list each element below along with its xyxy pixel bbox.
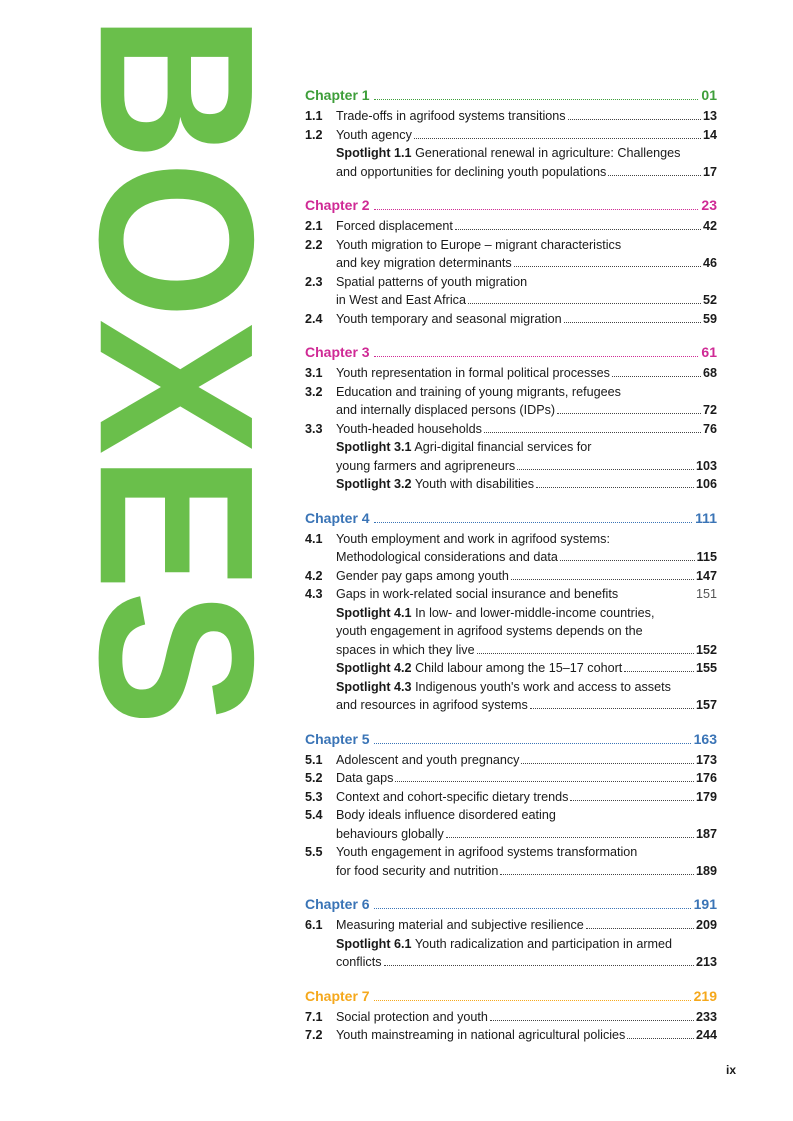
spotlight-title-line: and opportunities for declining youth populations <box>336 164 607 179</box>
box-page: 115 <box>696 550 717 564</box>
leader-dots <box>612 376 701 377</box>
spotlight-page: 152 <box>695 642 717 657</box>
boxes-title-graphic <box>20 12 300 953</box>
chapter-page: 191 <box>693 896 717 912</box>
box-page: 14 <box>702 127 717 142</box>
chapter-4-section <box>305 510 717 715</box>
chapter-5-section <box>305 731 717 881</box>
spotlight-label: Spotlight 1.1 <box>336 146 412 160</box>
leader-dots <box>608 175 701 176</box>
chapter-label: Chapter 2 <box>305 197 370 213</box>
chapter-1-section <box>305 87 717 181</box>
spotlight-entry-3-1[interactable] <box>305 438 717 475</box>
box-entry-2-2[interactable] <box>305 236 717 273</box>
leader-dots <box>374 743 691 744</box>
leader-dots <box>511 579 694 580</box>
box-page: 176 <box>695 771 717 785</box>
spotlight-title-line: In low- and lower-middle-income countries, <box>415 605 655 620</box>
leader-dots <box>624 671 694 672</box>
box-title-line: and key migration determinants <box>336 256 512 270</box>
box-title-line: Youth employment and work in agrifood systems: <box>336 531 610 546</box>
box-entry-5-5[interactable] <box>305 843 717 880</box>
box-title-line: Youth engagement in agrifood systems transformation <box>336 845 638 859</box>
chapter-page: 163 <box>693 730 717 747</box>
leader-dots <box>374 1000 691 1001</box>
chapter-page: 61 <box>701 344 717 360</box>
spotlight-label: Spotlight 4.2 <box>336 661 412 675</box>
leader-dots <box>521 763 694 764</box>
box-page: 179 <box>695 789 717 804</box>
chapter-label: Chapter 4 <box>305 509 370 526</box>
box-title-line: for food security and nutrition <box>336 863 499 878</box>
box-number: 2.3 <box>305 274 323 289</box>
chapter-5-heading[interactable] <box>305 731 717 751</box>
box-number: 7.1 <box>305 1009 323 1024</box>
chapter-page: 23 <box>701 197 717 213</box>
spotlight-entry-4-1[interactable] <box>305 604 717 660</box>
page-number: ix <box>725 1063 736 1077</box>
box-number: 2.2 <box>305 237 323 252</box>
chapter-page: 01 <box>701 87 717 103</box>
leader-dots <box>560 560 695 561</box>
box-number: 3.2 <box>305 384 323 399</box>
box-page: 147 <box>695 568 717 583</box>
box-title-line: Youth representation in formal political processes <box>336 366 610 380</box>
box-number: 7.2 <box>305 1028 323 1042</box>
leader-dots <box>517 469 694 470</box>
box-number: 1.2 <box>305 127 323 142</box>
box-title-line: Youth migration to Europe – migrant characteristics <box>336 237 622 252</box>
leader-dots <box>455 229 701 230</box>
box-title-line: Youth mainstreaming in national agricultural policies <box>336 1028 626 1042</box>
box-entry-3-3[interactable] <box>305 420 717 439</box>
chapter-label: Chapter 1 <box>305 87 370 103</box>
box-number: 5.4 <box>305 808 323 822</box>
leader-dots <box>395 781 694 782</box>
box-entry-2-3[interactable] <box>305 273 717 310</box>
leader-dots <box>557 413 701 414</box>
box-page: 72 <box>702 403 717 417</box>
chapter-1-heading[interactable] <box>305 87 717 107</box>
box-page: 151 <box>695 587 717 601</box>
box-number: 1.1 <box>305 109 323 123</box>
box-page: 68 <box>702 366 717 380</box>
box-entry-1-2[interactable] <box>305 126 717 145</box>
box-title-line: behaviours globally <box>336 826 444 841</box>
leader-dots <box>374 209 699 210</box>
spotlight-label: Spotlight 6.1 <box>336 936 412 951</box>
leader-dots <box>536 487 694 488</box>
spotlight-label: Spotlight 3.2 <box>336 477 412 491</box>
spotlight-title-line: Indigenous youth's work and access to assets <box>415 679 671 694</box>
box-entry-6-1[interactable] <box>305 916 717 935</box>
spotlight-title-line: Agri-digital financial services for <box>414 440 592 454</box>
box-page: 52 <box>702 293 717 307</box>
box-title-line: Body ideals influence disordered eating <box>336 808 556 822</box>
box-entry-4-3[interactable] <box>305 585 717 604</box>
box-title-line: Spatial patterns of youth migration <box>336 274 528 289</box>
chapter-label: Chapter 3 <box>305 344 370 360</box>
box-page: 187 <box>695 826 717 841</box>
box-title-line: Forced displacement <box>336 219 453 233</box>
chapter-page: 219 <box>693 987 717 1004</box>
leader-dots <box>374 908 691 909</box>
box-title-line: Trade-offs in agrifood systems transitions <box>336 109 566 123</box>
leader-dots <box>374 99 699 100</box>
leader-dots <box>627 1038 694 1039</box>
spotlight-title-line: youth engagement in agrifood systems depends on the <box>336 624 643 638</box>
box-number: 2.4 <box>305 311 323 326</box>
spotlight-title-line: conflicts <box>336 955 382 969</box>
box-entry-5-4[interactable] <box>305 806 717 843</box>
spotlight-entry-3-2[interactable] <box>305 475 717 494</box>
leader-dots <box>484 432 701 433</box>
chapter-6-section <box>305 896 717 972</box>
box-entry-2-4[interactable] <box>305 310 717 329</box>
box-title-line: Adolescent and youth pregnancy <box>336 752 520 767</box>
leader-dots <box>530 708 694 709</box>
box-title-line: Gender pay gaps among youth <box>336 568 509 583</box>
box-number: 4.3 <box>305 587 323 601</box>
box-number: 2.1 <box>305 219 323 233</box>
box-title-line: and internally displaced persons (IDPs) <box>336 403 556 417</box>
box-page: 233 <box>695 1009 717 1024</box>
chapter-label: Chapter 6 <box>305 896 370 912</box>
box-page: 244 <box>695 1028 717 1042</box>
leader-dots <box>414 138 701 139</box>
chapter-7-heading[interactable] <box>305 988 717 1008</box>
box-page: 76 <box>702 421 717 436</box>
leader-dots <box>564 322 701 323</box>
leader-dots <box>468 303 701 304</box>
box-page: 189 <box>695 863 717 878</box>
chapter-label: Chapter 7 <box>305 987 370 1004</box>
chapter-3-heading[interactable] <box>305 344 717 364</box>
box-title-line: Gaps in work-related social insurance and benefits <box>336 587 619 601</box>
spotlight-title-line: Generational renewal in agriculture: Challenges <box>415 146 681 160</box>
box-entry-1-1[interactable] <box>305 107 717 126</box>
box-number: 3.1 <box>305 366 323 380</box>
chapter-3-section <box>305 344 717 494</box>
spotlight-entry-1-1[interactable] <box>305 144 717 181</box>
box-title-line: Social protection and youth <box>336 1009 488 1024</box>
chapter-page: 111 <box>695 509 717 526</box>
spotlight-entry-6-1[interactable] <box>305 935 717 972</box>
box-number: 5.2 <box>305 771 323 785</box>
box-title-line: Youth temporary and seasonal migration <box>336 311 562 326</box>
chapter-4-heading[interactable] <box>305 510 717 530</box>
box-title-line: Context and cohort-specific dietary trends <box>336 789 569 804</box>
box-title-line: Measuring material and subjective resilience <box>336 918 584 932</box>
box-page: 209 <box>695 918 717 932</box>
spotlight-page: 17 <box>702 164 717 179</box>
leader-dots <box>374 356 699 357</box>
spotlight-title-line: Child labour among the 15–17 cohort <box>415 661 623 675</box>
box-entry-4-2[interactable] <box>305 567 717 586</box>
box-number: 5.3 <box>305 789 323 804</box>
spotlight-page: 155 <box>695 661 717 675</box>
leader-dots <box>374 522 693 523</box>
box-number: 6.1 <box>305 918 323 932</box>
box-page: 42 <box>702 219 717 233</box>
chapter-6-heading[interactable] <box>305 896 717 916</box>
leader-dots <box>500 874 694 875</box>
spotlight-title-line: and resources in agrifood systems <box>336 698 528 712</box>
leader-dots <box>477 653 694 654</box>
box-entry-3-1[interactable] <box>305 364 717 383</box>
box-entry-5-1[interactable] <box>305 751 717 770</box>
spotlight-page: 103 <box>695 458 717 473</box>
leader-dots <box>568 119 701 120</box>
leader-dots <box>384 965 694 966</box>
spotlight-entry-4-2[interactable] <box>305 659 717 678</box>
box-number: 3.3 <box>305 421 323 436</box>
box-page: 46 <box>702 256 717 270</box>
box-title-line: Youth-headed households <box>336 421 482 436</box>
leader-dots <box>570 800 694 801</box>
box-title-line: Education and training of young migrants, refugees <box>336 384 621 399</box>
box-page: 173 <box>695 752 717 767</box>
spotlight-label: Spotlight 4.1 <box>336 605 412 620</box>
leader-dots <box>586 928 694 929</box>
chapter-2-section <box>305 197 717 328</box>
table-of-boxes <box>305 87 717 1061</box>
box-entry-5-2[interactable] <box>305 769 717 788</box>
boxes-side-title <box>20 12 300 953</box>
box-title-line: Methodological considerations and data <box>336 550 558 564</box>
box-entry-7-2[interactable] <box>305 1026 717 1045</box>
spotlight-title-line: young farmers and agripreneurs <box>336 458 516 473</box>
leader-dots <box>514 266 701 267</box>
box-number: 4.2 <box>305 568 323 583</box>
chapter-2-heading[interactable] <box>305 197 717 217</box>
box-page: 59 <box>702 311 717 326</box>
spotlight-label: Spotlight 3.1 <box>336 440 412 454</box>
box-title-line: Data gaps <box>336 771 394 785</box>
spotlight-page: 213 <box>695 955 717 969</box>
box-number: 5.1 <box>305 752 323 767</box>
spotlight-entry-4-3[interactable] <box>305 678 717 715</box>
spotlight-title-line: Youth with disabilities <box>414 477 535 491</box>
box-number: 4.1 <box>305 531 323 546</box>
box-entry-5-3[interactable] <box>305 788 717 807</box>
leader-dots <box>490 1020 694 1021</box>
spotlight-title-line: Youth radicalization and participation in armed <box>414 936 673 951</box>
box-entry-7-1[interactable] <box>305 1008 717 1027</box>
spotlight-label: Spotlight 4.3 <box>336 679 412 694</box>
chapter-7-section <box>305 988 717 1045</box>
box-entry-4-1[interactable] <box>305 530 717 567</box>
box-number: 5.5 <box>305 845 323 859</box>
leader-dots <box>446 837 694 838</box>
box-title-line: in West and East Africa <box>336 293 466 307</box>
box-page: 13 <box>702 109 717 123</box>
chapter-label: Chapter 5 <box>305 730 370 747</box>
spotlight-title-line: spaces in which they live <box>336 642 475 657</box>
box-entry-3-2[interactable] <box>305 383 717 420</box>
box-entry-2-1[interactable] <box>305 217 717 236</box>
spotlight-page: 106 <box>695 477 717 491</box>
box-title-line: Youth agency <box>336 127 412 142</box>
spotlight-page: 157 <box>695 698 717 712</box>
boxes-title-text: BOXES <box>54 14 300 953</box>
